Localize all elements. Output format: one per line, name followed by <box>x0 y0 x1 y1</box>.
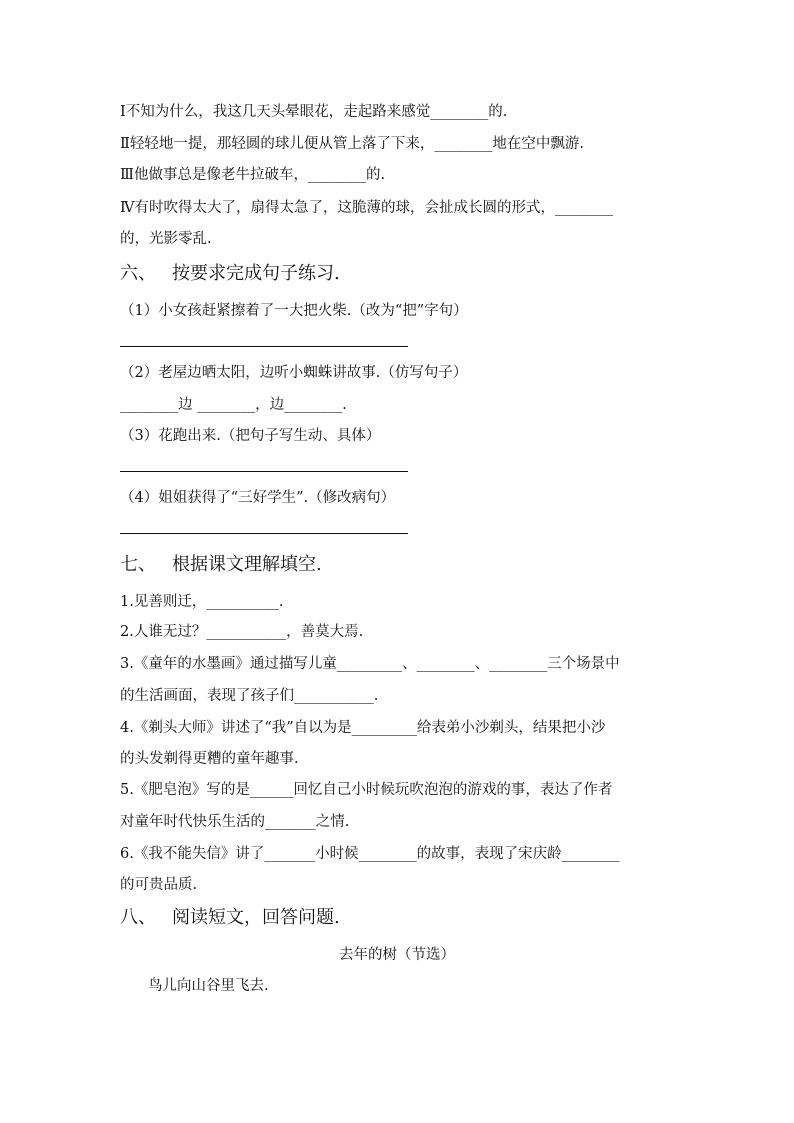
passage-title: 去年的树（节选） <box>339 947 455 963</box>
section8-number: 八、 <box>120 907 156 928</box>
answer-line-3 <box>120 471 408 472</box>
section7-title: 根据课文理解填空. <box>172 554 322 575</box>
section7-line-5: 4.《剃头大师》讲述了“我”自以为是_________给表弟小沙剃头，结果把小沙 <box>120 720 606 736</box>
section7-line-1: 1.见善则迁，__________. <box>120 594 284 610</box>
section5-line-5: 的，光影零乱. <box>120 231 212 247</box>
section7-heading <box>120 553 322 577</box>
section7-line-6: 的头发剃得更糟的童年趣事. <box>120 751 299 767</box>
section5-line-3: Ⅲ他做事总是像老牛拉破车，________的. <box>120 167 386 183</box>
section6-number: 六、 <box>120 263 156 284</box>
section8-heading <box>120 906 340 930</box>
section5-line-4: Ⅳ有时吹得太大了，扇得太急了，这脆薄的球，会扯成长圆的形式，________ <box>120 200 613 216</box>
section5-line-2: Ⅱ轻轻地一提，那轻圆的球儿便从管上落了下来，________地在空中飘游. <box>120 136 584 152</box>
section7-line-4: 的生活画面，表现了孩子们___________. <box>120 688 379 704</box>
answer-line-1 <box>120 346 408 347</box>
section7-line-8: 对童年时代快乐生活的_______之情. <box>120 814 350 830</box>
answer-line-4 <box>120 533 408 534</box>
section7-number: 七、 <box>120 554 156 575</box>
section7-line-10: 的可贵品质. <box>120 877 198 893</box>
section5-line-1: Ⅰ不知为什么，我这几天头晕眼花，走起路来感觉________的. <box>120 104 508 120</box>
section7-line-9: 6.《我不能失信》讲了_______小时候________的故事，表现了宋庆龄________ <box>120 846 620 862</box>
section7-line-7: 5.《肥皂泡》写的是______回忆自己小时候玩吹泡泡的游戏的事，表达了作者 <box>120 782 613 798</box>
section8-title: 阅读短文，回答问题. <box>172 907 340 928</box>
section6-question-2: （2）老屋边晒太阳，边听小蜘蛛讲故事.（仿写句子） <box>120 365 468 381</box>
section7-line-3: 3.《童年的水墨画》通过描写儿童_________、________、________三个场景中 <box>120 656 620 672</box>
section6-question-4: （4）姐姐获得了“三好学生”.（修改病句） <box>120 490 396 506</box>
section7-line-2: 2.人谁无过？___________，善莫大焉. <box>120 624 364 640</box>
section6-question-2-fill: ________边 ________，边________. <box>120 397 347 413</box>
section6-question-1: （1）小女孩赶紧擦着了一大把火柴.（改为“把”字句） <box>120 303 468 319</box>
section6-title: 按要求完成句子练习. <box>172 263 340 284</box>
passage-first-line: 鸟儿向山谷里飞去. <box>148 978 269 994</box>
section6-heading <box>120 262 340 286</box>
section6-question-3: （3）花跑出来.（把句子写生动、具体） <box>120 428 381 444</box>
